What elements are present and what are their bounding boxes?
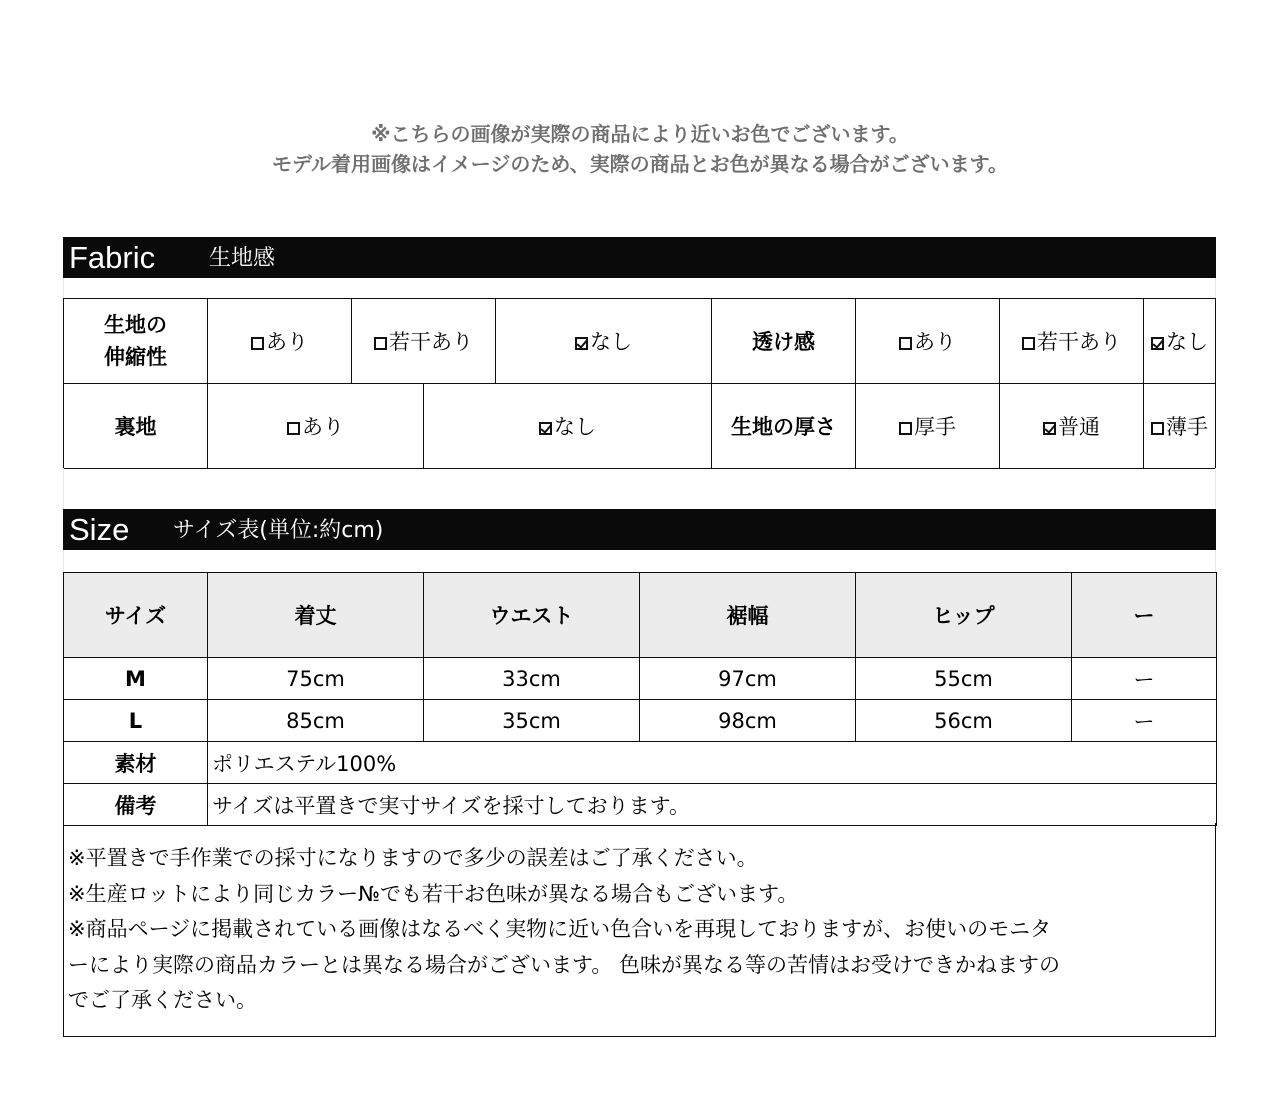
note-line: ※生産ロットにより同じカラー№でも若干お色味が異なる場合もございます。 [68,881,799,906]
lining-option-nashi [424,384,712,469]
unchecked-box-icon [287,422,300,435]
notice-line-1: ※こちらの画像が実際の商品により近いお色でございます。 [371,122,909,146]
unchecked-box-icon [899,422,912,435]
checked-box-icon [1043,422,1056,435]
unchecked-box-icon [899,337,912,350]
checked-box-icon [1151,337,1164,350]
stretch-label-line-1: 生地の [104,313,167,337]
size-section-header [63,509,1216,550]
option-label: 薄手 [1166,415,1208,439]
remarks-label: 備考 [64,784,208,826]
material-value: ポリエステル100% [208,742,1217,784]
hem-width-cell: 97cm [640,658,856,700]
size-spacer [63,550,1216,572]
unchecked-box-icon [251,337,264,350]
notice-line-2: モデル着用画像はイメージのため、実際の商品とお色が異なる場合がございます。 [272,152,1008,176]
hip-cell: 56cm [856,700,1072,742]
option-label: 普通 [1058,415,1100,439]
header-empty: ー [1072,573,1217,658]
waist-cell: 33cm [424,658,640,700]
length-cell: 75cm [208,658,424,700]
option-label: あり [266,330,308,354]
stretch-label [64,299,208,384]
note-line: ※商品ページに掲載されている画像はなるべく実物に近い色合いを再現しておりますが、お使いのモニタ [68,917,1052,941]
thickness-option-thin [1144,384,1216,469]
size-cell: M [64,658,208,700]
material-label: 素材 [64,742,208,784]
thickness-label: 生地の厚さ [712,384,856,469]
fabric-title-jp: 生地感 [209,246,276,271]
fabric-row-lining [64,384,1216,469]
waist-cell: 35cm [424,700,640,742]
size-title-jp: サイズ表(単位:約cm) [173,518,384,543]
empty-cell: ー [1072,700,1217,742]
stretch-option-ari [208,299,352,384]
fabric-table [63,298,1216,469]
unchecked-box-icon [1151,422,1164,435]
lining-label: 裏地 [64,384,208,469]
checked-box-icon [539,422,552,435]
hem-width-cell: 98cm [640,700,856,742]
unchecked-box-icon [1022,337,1035,350]
remarks-row [64,784,1217,826]
option-label: 若干あり [389,330,473,354]
fabric-row-stretch [64,299,1216,384]
size-header-row [64,573,1217,658]
unchecked-box-icon [374,337,387,350]
length-cell: 85cm [208,700,424,742]
sheer-label: 透け感 [712,299,856,384]
remarks-value: サイズは平置きで実寸サイズを採寸しております。 [208,784,1217,826]
sheer-option-jakkan [1000,299,1144,384]
header-hem-width: 裾幅 [640,573,856,658]
fabric-spacer [63,278,1216,298]
fabric-section-header [63,237,1216,278]
note-line: ーにより実際の商品カラーとは異なる場合がございます。 色味が異なる等の苦情はお受けできかねますの [68,952,1060,977]
material-row [64,742,1217,784]
stretch-option-jakkan [352,299,496,384]
header-waist: ウエスト [424,573,640,658]
sheer-option-nashi [1144,299,1216,384]
header-length: 着丈 [208,573,424,658]
thickness-option-thick [856,384,1000,469]
note-line: ※平置きで手作業での採寸になりますので多少の誤差はご了承ください。 [68,846,758,870]
header-size: サイズ [64,573,208,658]
table-row [64,658,1217,700]
size-title-en: Size [69,512,130,547]
note-line: でご了承ください。 [68,988,257,1012]
stretch-label-line-2: 伸縮性 [104,345,167,369]
hip-cell: 55cm [856,658,1072,700]
notes-box [63,823,1216,1037]
section-spacer [63,468,1216,509]
size-table [63,572,1217,826]
option-label: なし [554,415,596,439]
option-label: なし [1166,330,1208,354]
thickness-option-normal [1000,384,1144,469]
header-hip: ヒップ [856,573,1072,658]
empty-cell: ー [1072,658,1217,700]
table-row [64,700,1217,742]
fabric-title-en: Fabric [69,240,156,275]
sheer-option-ari [856,299,1000,384]
size-cell: L [64,700,208,742]
option-label: あり [914,330,956,354]
option-label: 厚手 [914,415,956,439]
checked-box-icon [575,337,588,350]
option-label: あり [302,415,344,439]
stretch-option-nashi [496,299,712,384]
option-label: なし [590,330,632,354]
lining-option-ari [208,384,424,469]
option-label: 若干あり [1037,330,1121,354]
